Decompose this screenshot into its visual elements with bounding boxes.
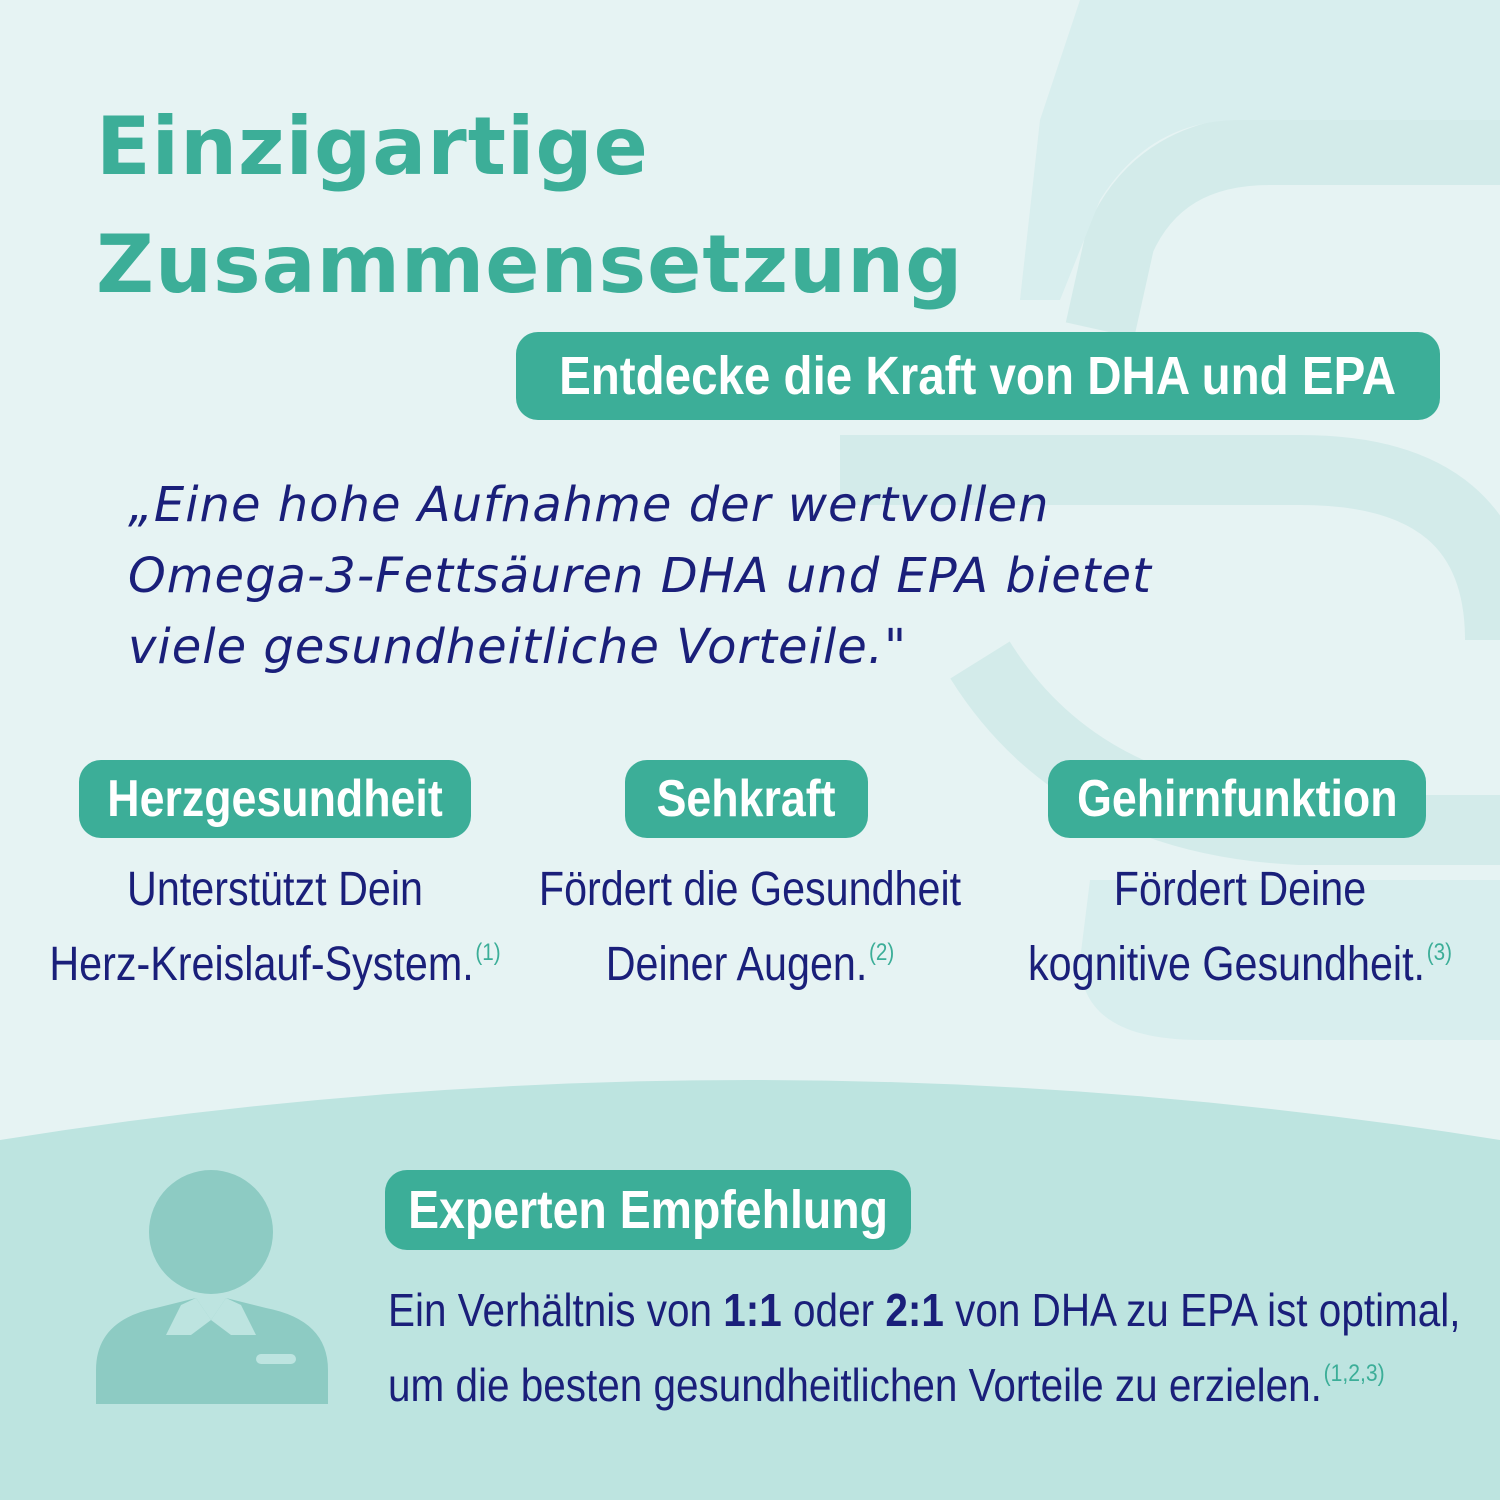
expert-badge [385,1170,911,1250]
expert-title: Experten Empfehlung [408,1180,888,1240]
benefit-badge-brain [1048,760,1426,838]
quote-line-2: Omega-3-Fettsäuren DHA und EPA bietet [128,548,1152,604]
benefit-badge-vision [625,760,868,838]
benefit-title: Sehkraft [657,770,836,828]
reference-marker: (1,2,3) [1323,1360,1385,1387]
benefit-line-1: Fördert die Gesundheit [538,863,962,916]
benefit-text-brain [960,858,1500,996]
expert-recommendation [388,1278,1488,1417]
reference-marker: (2) [869,939,895,966]
benefit-text-vision [470,858,1030,996]
expert-text-pre: Ein Verhältnis von [388,1284,724,1336]
expert-text-mid: oder [781,1284,886,1336]
benefit-title: Gehirnfunktion [1076,770,1398,828]
benefit-line-1: Unterstützt Dein [127,863,423,916]
headline-line-2: Zusammensetzung [96,218,964,311]
benefit-line-2: Deiner Augen. [605,938,868,991]
reference-marker: (1) [475,939,501,966]
benefit-text-heart [0,858,550,996]
quote-line-1: „Eine hohe Aufnahme der wertvollen [128,477,1050,533]
headline-line-1: Einzigartige [96,100,649,193]
benefit-line-2: kognitive Gesundheit. [1028,938,1426,991]
expert-text-line-2: um die besten gesundheitlichen Vorteile zu erzielen. [388,1359,1322,1411]
expert-avatar-icon [96,1170,328,1404]
reference-marker: (3) [1426,939,1452,966]
benefit-line-1: Fördert Deine [1113,863,1367,916]
benefit-title: Herzgesundheit [107,770,443,828]
headline [96,88,963,324]
subheadline-badge [516,332,1440,420]
ratio-1-1: 1:1 [723,1284,782,1336]
expert-text-post: von DHA zu EPA ist optimal, [943,1284,1461,1336]
benefit-badge-heart [79,760,471,838]
subheadline-text: Entdecke die Kraft von DHA und EPA [559,346,1397,406]
ratio-2-1: 2:1 [885,1284,944,1336]
benefit-line-2: Herz-Kreislauf-System. [49,938,474,991]
quote-line-3: viele gesundheitliche Vorteile." [128,619,908,675]
quote-block [128,470,1328,683]
